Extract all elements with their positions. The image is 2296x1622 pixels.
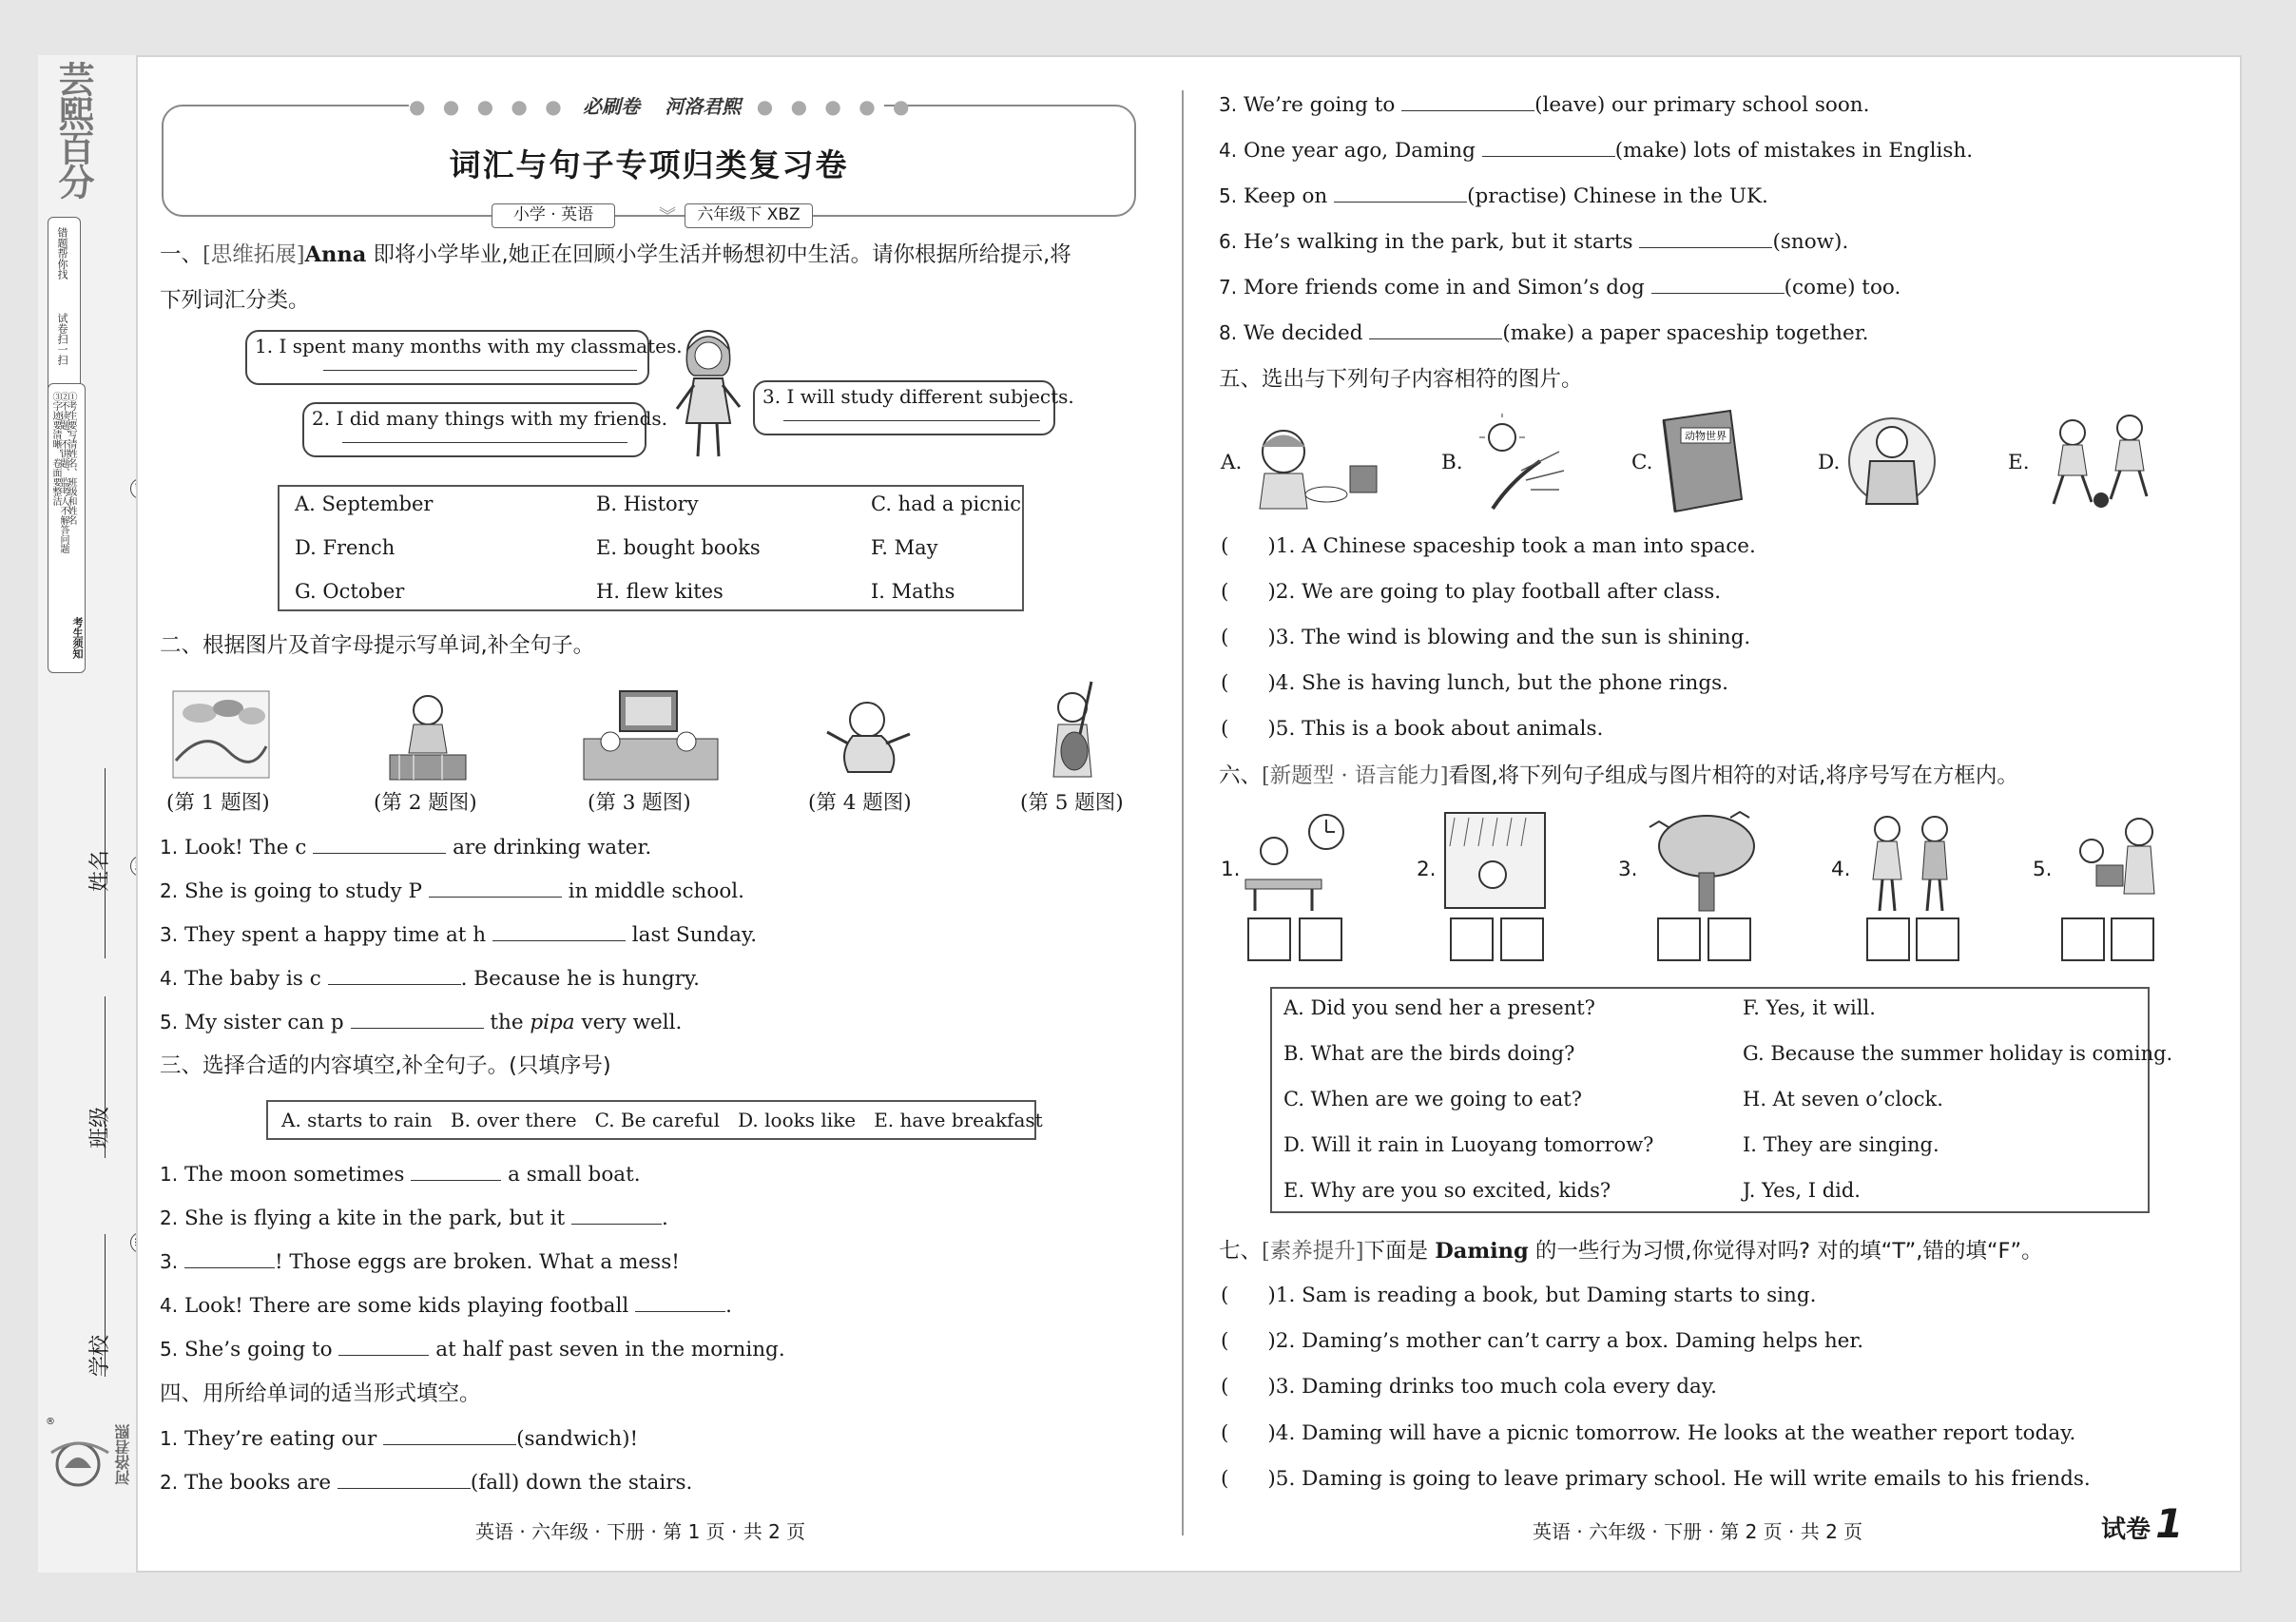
part2-caption-2: (第 2 题图) bbox=[374, 791, 477, 815]
answer-paren[interactable]: ( ) bbox=[1221, 1375, 1276, 1399]
bubble-1-text: 1. I spent many months with my classmates. bbox=[255, 335, 683, 357]
part5-label-a: A. bbox=[1221, 451, 1243, 474]
bubble-3 bbox=[753, 380, 1074, 435]
qr-note-1: 错题帮你找 bbox=[56, 227, 68, 280]
dialog-box-5b[interactable] bbox=[2111, 917, 2154, 961]
answer-blank[interactable] bbox=[411, 1160, 501, 1181]
part3-option-e: E. have breakfast bbox=[874, 1109, 1043, 1131]
part7-item-3: ( )3. Daming drinks too much cola every day. bbox=[1221, 1375, 1717, 1399]
dialog-option-e: E. Why are you so excited, kids? bbox=[1283, 1179, 1611, 1202]
birds-tree-picture bbox=[1640, 808, 1764, 915]
dialog-box-4a[interactable] bbox=[1866, 917, 1910, 961]
part5-heading: 五、选出与下列句子内容相符的图片。 bbox=[1219, 367, 1583, 392]
binding-margin bbox=[38, 55, 136, 1573]
part6-options-box bbox=[1270, 987, 2173, 1213]
book-title: 动物世界 bbox=[1685, 430, 1727, 442]
brand-bottom-reg: ® bbox=[46, 1417, 55, 1427]
part4-item-2: 2. The books are (fall) down the stairs. bbox=[160, 1468, 692, 1497]
part5-item-3: ( )3. The wind is blowing and the sun is shining. bbox=[1221, 626, 1751, 649]
name-label: 姓名 bbox=[88, 849, 112, 892]
header-subject: 小学 · 英语 bbox=[492, 203, 615, 228]
dialog-option-b: B. What are the birds doing? bbox=[1283, 1042, 1575, 1065]
dialog-option-i: I. They are singing. bbox=[1743, 1133, 1939, 1156]
answer-blank[interactable] bbox=[1651, 273, 1785, 294]
part3-item-5: 5. She’s going to at half past seven in the morning. bbox=[160, 1335, 785, 1364]
answer-blank[interactable] bbox=[1334, 182, 1467, 203]
header-dots-left: ● ● ● ● ● bbox=[409, 95, 568, 118]
part3-options-box bbox=[266, 1100, 1043, 1140]
part2-item-3: 3. They spent a happy time at h last Sunday. bbox=[160, 920, 757, 950]
answer-paren[interactable]: ( ) bbox=[1221, 717, 1276, 741]
dialog-box-4b[interactable] bbox=[1916, 917, 1959, 961]
part2-caption-3: (第 3 题图) bbox=[588, 791, 691, 815]
header-brand-2: 河洛君熙 bbox=[665, 95, 742, 118]
column-divider bbox=[1182, 90, 1184, 1535]
answer-paren[interactable]: ( ) bbox=[1221, 1329, 1276, 1353]
bubble-2 bbox=[302, 402, 668, 457]
answer-blank[interactable] bbox=[338, 1335, 429, 1356]
animal-book-picture bbox=[1654, 409, 1749, 515]
crying-baby-picture bbox=[820, 686, 919, 782]
part3-item-2: 2. She is flying a kite in the park, but it . bbox=[160, 1204, 668, 1233]
dialog-box-3b[interactable] bbox=[1708, 917, 1751, 961]
part5-label-e: E. bbox=[2008, 451, 2030, 474]
part7-item-4: ( )4. Daming will have a picnic tomorrow. He looks at the weather report today. bbox=[1221, 1421, 2076, 1445]
rules-title: 考生须知 bbox=[71, 617, 84, 659]
part5-item-5: ( )5. This is a book about animals. bbox=[1221, 717, 1604, 741]
footer-right: 英语 · 六年级 · 下册 · 第 2 页 · 共 2 页 bbox=[1533, 1520, 1863, 1543]
brand-top-logo: 芸熙百分 bbox=[52, 61, 94, 198]
dialog-option-f: F. Yes, it will. bbox=[1743, 996, 1876, 1019]
header-chevron-icon: ︾ bbox=[659, 206, 676, 226]
family-tv-picture bbox=[582, 686, 720, 782]
part3-option-d: D. looks like bbox=[738, 1109, 857, 1131]
part4-item-4: 4. One year ago, Daming (make) lots of mistakes in English. bbox=[1219, 136, 1973, 165]
bubble-1 bbox=[245, 330, 683, 385]
answer-blank[interactable] bbox=[635, 1291, 725, 1312]
header-brand-row bbox=[409, 91, 916, 120]
part6-label-3: 3. bbox=[1618, 858, 1638, 881]
sun-wind-tree-picture bbox=[1464, 414, 1569, 513]
rules-2: ②不读题、不讲题、监考人不解答问题 bbox=[58, 392, 68, 553]
answer-blank[interactable] bbox=[1369, 319, 1502, 339]
answer-blank[interactable] bbox=[328, 964, 461, 985]
part6-label-4: 4. bbox=[1831, 858, 1851, 881]
dialog-box-1a[interactable] bbox=[1247, 917, 1291, 961]
header-brand-1: 必刷卷 bbox=[583, 95, 641, 118]
dialog-box-2a[interactable] bbox=[1450, 917, 1494, 961]
dialog-option-d: D. Will it rain in Luoyang tomorrow? bbox=[1283, 1133, 1654, 1156]
header-grade: 六年级下 XBZ bbox=[685, 203, 813, 228]
part6-label-1: 1. bbox=[1221, 858, 1241, 881]
answer-blank[interactable] bbox=[429, 877, 562, 898]
boy-clock-table-picture bbox=[1236, 808, 1350, 913]
astronaut-picture bbox=[1840, 409, 1944, 515]
dialog-option-g: G. Because the summer holiday is coming. bbox=[1743, 1042, 2173, 1065]
dialog-box-5a[interactable] bbox=[2061, 917, 2105, 961]
option-e: E. bought books bbox=[596, 536, 761, 559]
answer-paren[interactable]: ( ) bbox=[1221, 626, 1276, 649]
part4-item-3: 3. We’re going to (leave) our primary school soon. bbox=[1219, 90, 1869, 120]
kids-football-picture bbox=[2035, 409, 2168, 513]
answer-blank[interactable] bbox=[1401, 90, 1534, 111]
bubble-1-blanks bbox=[323, 370, 637, 371]
answer-blank[interactable] bbox=[1639, 227, 1772, 248]
part5-label-b: B. bbox=[1441, 451, 1463, 474]
part1-options-box bbox=[278, 485, 1024, 611]
footer-left: 英语 · 六年级 · 下册 · 第 1 页 · 共 2 页 bbox=[475, 1520, 806, 1543]
part5-label-d: D. bbox=[1818, 451, 1841, 474]
rainy-window-picture bbox=[1440, 808, 1550, 913]
girl-pipa-picture bbox=[1034, 677, 1110, 783]
answer-paren[interactable]: ( ) bbox=[1221, 580, 1276, 604]
dialog-box-3a[interactable] bbox=[1657, 917, 1701, 961]
exam-badge-text: 试卷 bbox=[2101, 1516, 2151, 1544]
part2-caption-5: (第 5 题图) bbox=[1020, 791, 1124, 815]
answer-blank[interactable] bbox=[1482, 136, 1615, 157]
girl-reading-picture bbox=[385, 686, 471, 782]
answer-blank[interactable] bbox=[313, 833, 446, 854]
dialog-box-2b[interactable] bbox=[1500, 917, 1544, 961]
two-kids-picture bbox=[1859, 808, 1963, 917]
answer-paren[interactable]: ( ) bbox=[1221, 671, 1276, 695]
part4-item-5: 5. Keep on (practise) Chinese in the UK. bbox=[1219, 182, 1768, 211]
part4-item-8: 8. We decided (make) a paper spaceship together. bbox=[1219, 319, 1869, 348]
part4-heading: 四、用所给单词的适当形式填空。 bbox=[160, 1381, 481, 1406]
part3-option-c: C. Be careful bbox=[594, 1109, 721, 1131]
class-label: 班级 bbox=[88, 1106, 112, 1149]
option-d: D. French bbox=[295, 536, 396, 559]
part4-item-6: 6. He’s walking in the park, but it starts (snow). bbox=[1219, 227, 1848, 257]
part3-heading: 三、选择合适的内容填空,补全句子。(只填序号) bbox=[160, 1053, 611, 1078]
present-gift-picture bbox=[2063, 808, 2168, 915]
part5-item-2: ( )2. We are going to play football after class. bbox=[1221, 580, 1722, 604]
bubble-2-blanks bbox=[342, 442, 627, 443]
camels-picture bbox=[171, 689, 271, 780]
part2-caption-1: (第 1 题图) bbox=[166, 791, 270, 815]
header-dots-right: ● ● ● ● ● bbox=[756, 95, 916, 118]
part2-item-1: 1. Look! The c are drinking water. bbox=[160, 833, 651, 862]
part5-item-4: ( )4. She is having lunch, but the phone rings. bbox=[1221, 671, 1728, 695]
part3-item-1: 1. The moon sometimes a small boat. bbox=[160, 1160, 641, 1189]
anna-girl-illustration bbox=[666, 323, 751, 466]
page-title: 词汇与句子专项归类复习卷 bbox=[449, 146, 849, 183]
option-g: G. October bbox=[295, 580, 405, 603]
part6-label-5: 5. bbox=[2033, 858, 2053, 881]
answer-blank[interactable] bbox=[571, 1204, 662, 1225]
part2-item-5: 5. My sister can p the pipa very well. bbox=[160, 1008, 682, 1037]
answer-paren[interactable]: ( ) bbox=[1221, 1284, 1276, 1307]
answer-blank[interactable] bbox=[338, 1468, 471, 1489]
dialog-option-c: C. When are we going to eat? bbox=[1283, 1088, 1582, 1110]
option-c: C. had a picnic bbox=[871, 492, 1021, 515]
part6-label-2: 2. bbox=[1417, 858, 1437, 881]
exam-badge-num: 1 bbox=[2155, 1500, 2184, 1547]
brand-bottom-logo bbox=[42, 1424, 118, 1500]
answer-blank[interactable] bbox=[383, 1424, 516, 1445]
option-b: B. History bbox=[596, 492, 699, 515]
bubble-3-blanks bbox=[783, 420, 1040, 421]
dialog-box-1b[interactable] bbox=[1299, 917, 1342, 961]
bubble-3-text: 3. I will study different subjects. bbox=[762, 385, 1074, 408]
part1-heading: 一、[思维拓展]Anna 即将小学毕业,她正在回顾小学生活并畅想初中生活。请你根据所给提示,将 bbox=[160, 242, 1071, 267]
part2-caption-4: (第 4 题图) bbox=[808, 791, 912, 815]
answer-paren[interactable]: ( ) bbox=[1221, 1467, 1276, 1491]
option-f: F. May bbox=[871, 536, 938, 559]
part7-heading: 七、[素养提升]下面是 Daming 的一些行为习惯,你觉得对吗? 对的填“T”,错的填“F”。 bbox=[1219, 1239, 2043, 1264]
exam-badge bbox=[2101, 1500, 2183, 1547]
part3-option-b: B. over there bbox=[450, 1109, 577, 1131]
part2-item-4: 4. The baby is c . Because he is hungry. bbox=[160, 964, 700, 994]
part2-item-2: 2. She is going to study P in middle school. bbox=[160, 877, 744, 906]
answer-blank[interactable] bbox=[184, 1247, 275, 1268]
school-label: 学校 bbox=[88, 1334, 112, 1377]
bubble-2-text: 2. I did many things with my friends. bbox=[312, 407, 668, 430]
part5-item-1: ( )1. A Chinese spaceship took a man into space. bbox=[1221, 534, 1756, 558]
answer-blank[interactable] bbox=[351, 1008, 484, 1029]
option-i: I. Maths bbox=[871, 580, 955, 603]
option-h: H. flew kites bbox=[596, 580, 724, 603]
option-a: A. September bbox=[295, 492, 434, 515]
part3-item-4: 4. Look! There are some kids playing football . bbox=[160, 1291, 732, 1321]
part7-item-1: ( )1. Sam is reading a book, but Daming starts to sing. bbox=[1221, 1284, 1817, 1307]
qr-note-box bbox=[48, 217, 81, 397]
dialog-option-j: J. Yes, I did. bbox=[1743, 1179, 1861, 1202]
part7-item-2: ( )2. Daming’s mother can’t carry a box. Daming helps her. bbox=[1221, 1329, 1864, 1353]
dialog-option-h: H. At seven o’clock. bbox=[1743, 1088, 1943, 1110]
rules-3: ③字迹要清晰，卷面要整洁 bbox=[50, 392, 61, 506]
rules-1: ①考生要写清姓名、班级和姓名 bbox=[66, 392, 76, 525]
girl-lunch-phone-picture bbox=[1241, 418, 1383, 513]
part3-option-a: A. starts to rain bbox=[281, 1109, 433, 1131]
part4-item-7: 7. More friends come in and Simon’s dog (come) too. bbox=[1219, 273, 1900, 302]
part6-heading: 六、[新题型 · 语言能力]看图,将下列句子组成与图片相符的对话,将序号写在方框内。 bbox=[1219, 763, 2018, 788]
part1-heading-line2: 下列词汇分类。 bbox=[160, 288, 310, 313]
answer-paren[interactable]: ( ) bbox=[1221, 534, 1276, 558]
answer-blank[interactable] bbox=[492, 920, 626, 941]
exam-rules-box bbox=[48, 383, 86, 673]
brand-bottom-text: 河洛君熙 bbox=[114, 1424, 132, 1485]
part3-item-3: 3. ! Those eggs are broken. What a mess! bbox=[160, 1247, 680, 1277]
answer-paren[interactable]: ( ) bbox=[1221, 1421, 1276, 1445]
qr-note-2: 试卷扫一扫 bbox=[56, 313, 68, 365]
dialog-option-a: A. Did you send her a present? bbox=[1283, 996, 1595, 1019]
part5-label-c: C. bbox=[1631, 451, 1653, 474]
part2-heading: 二、根据图片及首字母提示写单词,补全句子。 bbox=[160, 633, 595, 658]
part4-item-1: 1. They’re eating our (sandwich)! bbox=[160, 1424, 638, 1454]
part7-item-5: ( )5. Daming is going to leave primary school. He will write emails to his friends. bbox=[1221, 1467, 2091, 1491]
